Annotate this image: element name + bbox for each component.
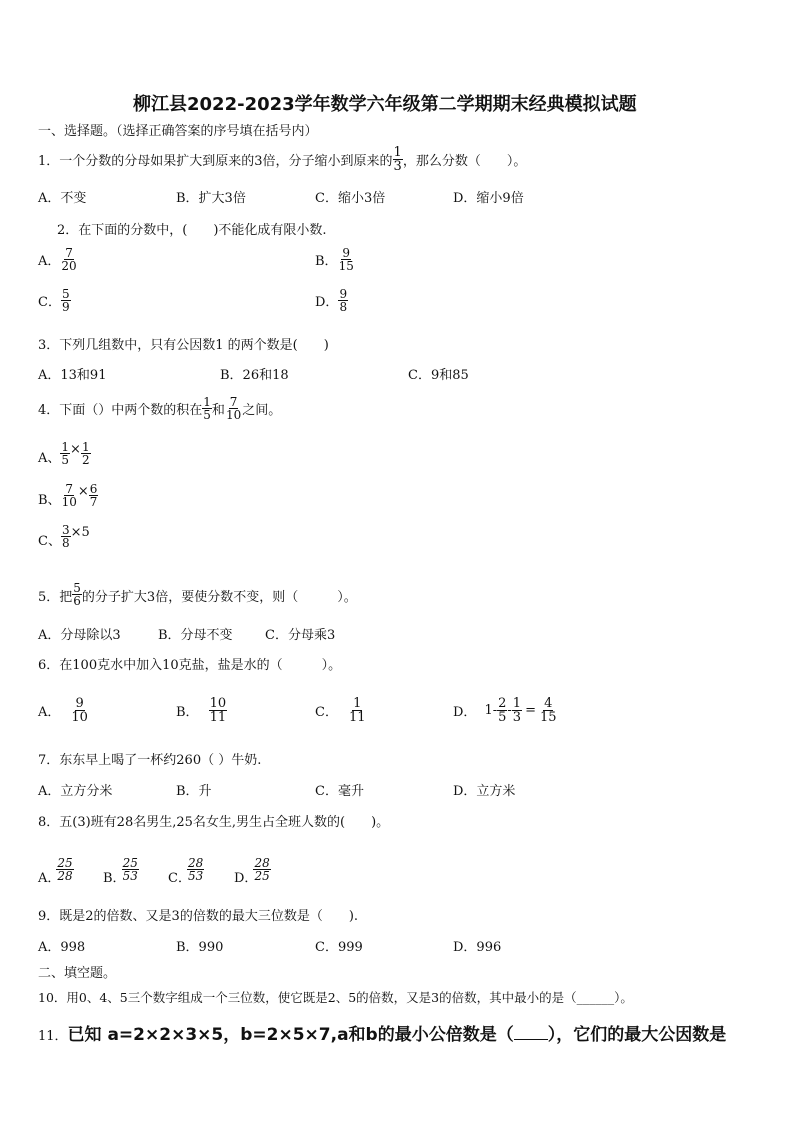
q7-option-d[interactable]: D．立方米: [453, 784, 516, 799]
q1-option-c[interactable]: C．缩小3倍: [315, 191, 386, 206]
q6-option-c[interactable]: C． $\frac{1}{11}$: [315, 695, 366, 725]
q11-answer-blank[interactable]: [514, 1027, 548, 1040]
q4-option-a-fraction-1: $\frac{1}{5}$: [61, 440, 70, 467]
q6-option-b-fraction: $\frac{10}{11}$: [209, 695, 227, 725]
q5-option-c[interactable]: C．分母乘3: [265, 628, 336, 643]
q3-option-a[interactable]: A．13和91: [38, 368, 107, 383]
question-7-stem: 7．东东早上喝了一杯约260（ ）牛奶.: [38, 753, 262, 768]
q4-option-c[interactable]: C、 $\frac{3}{8}$ ×5: [38, 523, 90, 550]
q2-option-d-fraction: $\frac{9}{8}$: [339, 287, 348, 314]
q1-fraction: $\frac{1}{3}$: [393, 144, 402, 174]
q2-option-c-fraction: $\frac{5}{9}$: [61, 287, 70, 314]
question-10-stem: 10．用0、4、5三个数字组成一个三位数，使它既是2、5的倍数，又是3的倍数，其中最小的是（______）。: [38, 990, 633, 1005]
q6-option-d-fraction-2: $\frac{1}{3}$: [512, 695, 522, 725]
q1-option-a[interactable]: A．不变: [38, 191, 87, 206]
q2-option-b-fraction: $\frac{9}{15}$: [338, 246, 354, 273]
q2-option-b[interactable]: B． $\frac{9}{15}$: [315, 246, 354, 273]
section-heading-fill: 二、填空题。: [38, 966, 117, 981]
question-3-stem: 3．下列几组数中，只有公因数1 的两个数是( ): [38, 338, 329, 353]
question-11-stem: [38, 1020, 726, 1045]
q3-option-c[interactable]: C．9和85: [408, 368, 469, 383]
q4-fraction-2: $\frac{7}{10}$: [225, 394, 242, 422]
q6-option-c-fraction: $\frac{1}{11}$: [348, 695, 366, 725]
q8-option-c-fraction: $\frac{28}{53}$: [187, 856, 204, 883]
q8-option-c[interactable]: C． $\frac{28}{53}$: [168, 856, 204, 886]
q8-option-b-fraction: $\frac{25}{53}$: [122, 856, 138, 883]
q1-text-b: ，那么分数（ ）。: [402, 153, 527, 169]
q4-option-c-fraction: $\frac{3}{8}$: [61, 523, 70, 550]
q5-option-b[interactable]: B．分母不变: [158, 628, 233, 643]
q7-option-a[interactable]: A．立方分米: [38, 784, 113, 799]
q7-option-c[interactable]: C．毫升: [315, 784, 364, 799]
q9-option-a[interactable]: A．998: [38, 940, 86, 955]
question-1-stem: [38, 141, 526, 177]
q5-option-a[interactable]: A．分母除以3: [38, 628, 121, 643]
q3-option-b[interactable]: B．26和18: [220, 368, 289, 383]
section-heading-choice: 一、选择题。（选择正确答案的序号填在括号内）: [38, 124, 318, 139]
q6-option-d-fraction-3: $\frac{4}{15}$: [539, 695, 557, 725]
q2-option-a-fraction: $\frac{7}{20}$: [61, 246, 77, 273]
q4-option-b-fraction-2: $\frac{6}{7}$: [89, 482, 98, 509]
q8-option-d[interactable]: D． $\frac{28}{25}$: [234, 856, 270, 886]
q4-option-b-fraction-1: $\frac{7}{10}$: [61, 482, 77, 509]
question-6-stem: 6．在100克水中加入10克盐，盐是水的（ ）。: [38, 658, 342, 673]
q1-text-a: 1．一个分数的分母如果扩大到原来的3倍，分子缩小到原来的: [38, 153, 393, 169]
q8-option-d-fraction: $\frac{28}{25}$: [254, 856, 270, 883]
question-5-stem: 5．把 $\frac{5}{6}$ 的分子扩大3倍，要使分数不变，则（ ）。: [38, 581, 357, 608]
q6-option-d[interactable]: D． 1- $\frac{2}{5}$ - $\frac{1}{3}$ = $\frac{4}{15}$: [453, 695, 557, 725]
q7-option-b[interactable]: B．升: [176, 784, 212, 799]
q11-text-a: 已知 a=2×2×3×5，b=2×5×7,a和b的最小公倍数是（: [67, 1025, 514, 1045]
q9-option-b[interactable]: B．990: [176, 940, 224, 955]
question-8-stem: 8．五(3)班有28名男生,25名女生,男生占全班人数的( )。: [38, 815, 390, 830]
q2-option-c[interactable]: C． $\frac{5}{9}$: [38, 287, 70, 314]
q4-option-a[interactable]: A、 $\frac{1}{5}$ × $\frac{1}{2}$: [38, 440, 90, 467]
q5-fraction: $\frac{5}{6}$: [73, 581, 81, 608]
q8-option-b[interactable]: B． $\frac{25}{53}$: [103, 856, 138, 886]
question-9-stem: 9．既是2的倍数、又是3的倍数的最大三位数是（ ).: [38, 909, 359, 924]
q8-option-a-fraction: $\frac{25}{28}$: [57, 856, 73, 883]
q11-number: 11．: [38, 1029, 68, 1044]
q4-option-b[interactable]: B、 $\frac{7}{10}$ × $\frac{6}{7}$: [38, 482, 98, 509]
q11-text-b: ），它们的最大公因数是: [547, 1025, 727, 1045]
q2-option-d[interactable]: D． $\frac{9}{8}$: [315, 287, 348, 314]
q1-option-b[interactable]: B．扩大3倍: [176, 191, 246, 206]
q6-option-d-fraction-1: $\frac{2}{5}$: [498, 695, 507, 725]
q1-option-d[interactable]: D．缩小9倍: [453, 191, 524, 206]
q4-fraction-1: $\frac{1}{5}$: [203, 394, 211, 422]
q4-option-a-fraction-2: $\frac{1}{2}$: [81, 440, 90, 467]
q6-option-a-fraction: $\frac{9}{10}$: [71, 695, 88, 725]
q6-option-b[interactable]: B． $\frac{10}{11}$: [176, 695, 227, 725]
q6-option-a[interactable]: A． $\frac{9}{10}$: [38, 695, 88, 725]
question-2-stem: 2．在下面的分数中，( )不能化成有限小数.: [57, 223, 327, 238]
question-4-stem: 4．下面（）中两个数的积在 $\frac{1}{5}$ 和 $\frac{7}{10}$ 之间。: [38, 394, 282, 422]
q9-option-d[interactable]: D．996: [453, 940, 502, 955]
page-title: 柳江县2022-2023学年数学六年级第二学期期末经典模拟试题: [133, 94, 637, 115]
q9-option-c[interactable]: C．999: [315, 940, 363, 955]
q2-option-a[interactable]: A． $\frac{7}{20}$: [38, 246, 77, 273]
q8-option-a[interactable]: A． $\frac{25}{28}$: [38, 856, 73, 886]
